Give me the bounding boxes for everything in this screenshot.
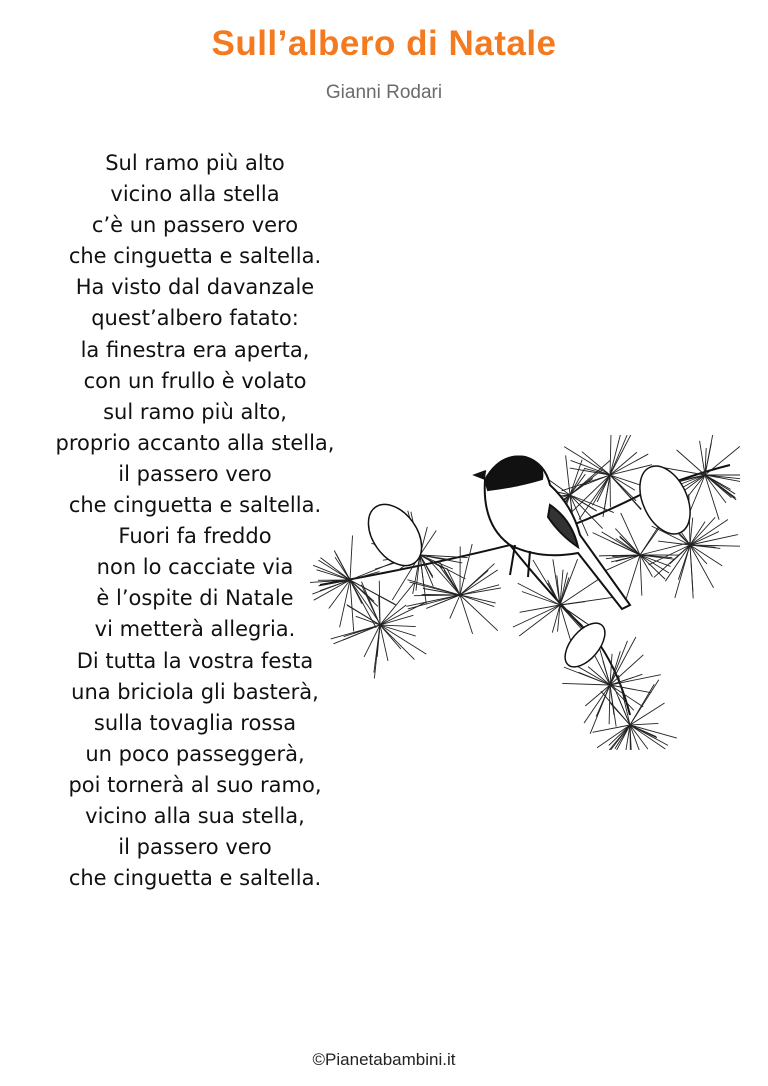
poem-line: vicino alla stella <box>110 182 280 207</box>
pine-needle <box>350 535 352 580</box>
poem-line: vicino alla sua stella, <box>85 803 305 828</box>
pine-needle <box>562 683 610 685</box>
poem-line: il passero vero <box>118 461 272 486</box>
pine-needle <box>513 605 560 627</box>
pine-needle <box>690 545 714 588</box>
pine-needle <box>593 533 640 555</box>
poem-line: poi tornerà al suo ramo, <box>68 772 322 797</box>
pine-needle <box>380 625 388 661</box>
pine-needle <box>630 723 658 725</box>
pine-needle <box>700 441 705 475</box>
poem-line: vi metterà allegria. <box>94 617 296 642</box>
poem-line: una briciola gli basterà, <box>71 679 319 704</box>
pine-needle <box>318 560 350 580</box>
pine-needle <box>675 545 690 598</box>
poem-line: che cinguetta e saltella. <box>68 493 322 518</box>
pine-needle <box>640 555 652 577</box>
poem-line: Sul ramo più alto <box>105 151 285 175</box>
pine-needle <box>610 435 622 475</box>
poem-author: Gianni Rodari <box>325 82 443 103</box>
pine-needle <box>320 558 350 580</box>
pine-needle <box>596 685 610 717</box>
poem-line: che cinguetta e saltella. <box>68 244 322 269</box>
pine-needle <box>313 565 350 580</box>
pine-needle <box>374 625 380 678</box>
pine-needle <box>519 605 560 636</box>
pine-needle <box>630 725 668 745</box>
pine-needle <box>380 583 414 625</box>
poem-line: con un frullo è volato <box>83 368 307 393</box>
pine-needle <box>460 570 498 595</box>
pine-needle <box>630 703 665 725</box>
poem-line: proprio accanto alla stella, <box>55 430 335 455</box>
poem-line: un poco passeggerà, <box>85 741 305 766</box>
copyright-footer: ©Pianetabambini.it <box>312 1050 456 1069</box>
pine-needle <box>560 605 586 623</box>
pine-needle <box>334 625 380 644</box>
pine-needle <box>350 572 379 580</box>
pine-needle <box>588 667 610 685</box>
pine-needle <box>380 625 426 654</box>
pine-needle <box>630 725 631 750</box>
poem-line: Fuori fa freddo <box>118 524 272 549</box>
pine-needle <box>609 685 610 724</box>
pine-needle <box>460 595 494 607</box>
pine-needle <box>560 597 614 605</box>
pine-needle <box>331 625 380 639</box>
pine-needle <box>350 580 354 631</box>
pine-needle <box>380 605 406 625</box>
poem-line: il passero vero <box>118 835 272 860</box>
pine-needle <box>560 579 599 605</box>
pine-needle <box>579 475 610 520</box>
poem-line: la finestra era aperta, <box>80 337 310 362</box>
pine-needle <box>560 559 578 605</box>
bird-on-pine-branch-illustration <box>310 435 740 750</box>
pine-needle <box>460 544 472 595</box>
pine-needle <box>690 545 693 592</box>
poem-title: Sull’albero di Natale <box>211 24 557 63</box>
pine-needle <box>630 725 665 749</box>
pine-needle <box>460 595 496 603</box>
pine-needle <box>677 450 705 475</box>
poem-line: sul ramo più alto, <box>103 399 287 424</box>
pine-needle <box>630 680 659 725</box>
pine-needle <box>579 672 610 685</box>
pine-needle <box>520 605 560 612</box>
poem-line: Di tutta la vostra festa <box>76 648 314 673</box>
poem-line: è l’ospite di Natale <box>96 586 294 611</box>
pine-needle <box>615 529 640 555</box>
pine-needle <box>640 555 642 596</box>
poem-line: c’è un passero vero <box>91 213 299 238</box>
poem-line: Ha visto dal davanzale <box>75 275 315 300</box>
pine-needle <box>406 595 460 606</box>
poem-line: non lo cacciate via <box>96 555 294 580</box>
pine-needle <box>422 594 460 595</box>
pine-needle <box>420 531 436 555</box>
poem-line: che cinguetta e saltella. <box>68 866 322 891</box>
pine-needle <box>610 685 614 715</box>
poem-line: sulla tovaglia rossa <box>93 710 297 735</box>
poem-line: quest’albero fatato: <box>91 306 299 331</box>
